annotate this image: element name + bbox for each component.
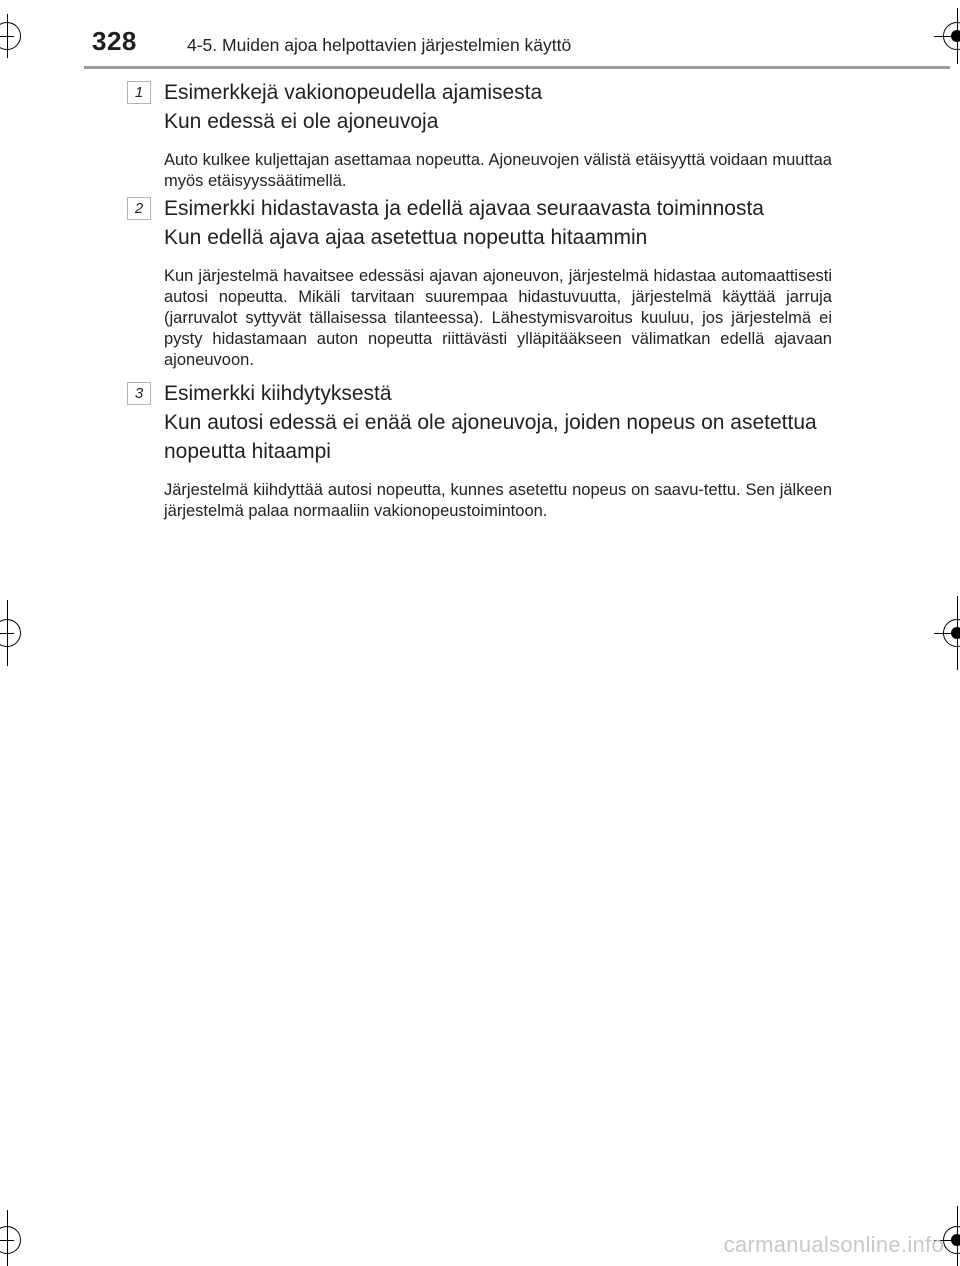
page-number: 328	[92, 26, 137, 56]
section-1-title: Esimerkkejä vakionopeudella ajamisesta	[164, 81, 543, 104]
watermark: carmanualsonline.info	[723, 1232, 944, 1257]
section-1-body: Auto kulkee kuljettajan asettamaa nopeutta. Ajoneuvojen välistä etäisyyttä voidaan muuttaa myös etäisyyssäätimellä.	[164, 151, 832, 190]
section-2-title: Esimerkki hidastavasta ja edellä ajavaa seuraavasta toiminnosta	[164, 197, 764, 220]
section-1-subtitle: Kun edessä ei ole ajoneuvoja	[164, 110, 439, 133]
section-3-subtitle: Kun autosi edessä ei enää ole ajoneuvoja, joiden nopeus on asetettua nopeutta hitaampi	[164, 411, 817, 463]
section-2-subtitle: Kun edellä ajava ajaa asetettua nopeutta hitaammin	[164, 226, 648, 249]
section-3	[127, 379, 832, 522]
chapter-title: 4-5. Muiden ajoa helpottavien järjestelmien käyttö	[187, 35, 572, 55]
section-2	[127, 194, 832, 371]
header-divider	[84, 66, 950, 69]
section-1	[127, 78, 832, 192]
section-3-body: Järjestelmä kiihdyttää autosi nopeutta, kunnes asetettu nopeus on saavu-tettu. Sen jälkeen järjestelmä palaa normaaliin vakionopeustoimintoon.	[164, 481, 832, 520]
section-2-body: Kun järjestelmä havaitsee edessäsi ajavan ajoneuvon, järjestelmä hidastaa automaattisesti autosi nopeutta. Mikäli tarvitaan suurempaa hidastuvuutta, järjestelmä käyttää jarruja (jarruvalot syttyvät tällaisessa tilanteessa). Lähestymisvaroitus kuuluu, jos järjestelmä ei pysty hidastamaan auton nopeutta riittävästi ylläpitääkseen välimatkan edellä ajavaan ajoneuvoon.	[164, 267, 832, 369]
section-2-marker: 2	[127, 197, 151, 220]
section-3-title: Esimerkki kiihdytyksestä	[164, 382, 392, 405]
section-1-marker: 1	[127, 81, 151, 104]
section-3-marker: 3	[127, 382, 151, 405]
